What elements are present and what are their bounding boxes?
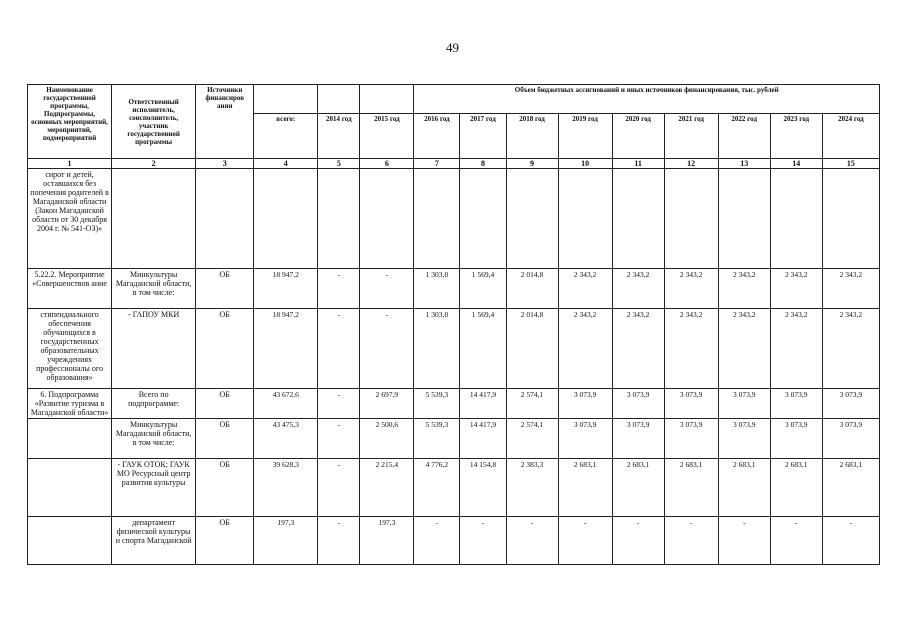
row-value-cell: 2 683,1	[770, 459, 822, 517]
row-value-cell: 2 683,1	[612, 459, 664, 517]
row-value-cell: -	[318, 419, 360, 459]
row-value-cell: -	[558, 517, 612, 565]
table-row	[28, 389, 880, 419]
row-value-cell	[414, 169, 460, 269]
row-name-cell	[28, 419, 112, 459]
row-source-cell: ОБ	[196, 517, 254, 565]
row-value-cell: -	[318, 517, 360, 565]
row-value-cell: -	[360, 269, 414, 309]
row-value-cell	[254, 169, 318, 269]
row-value-cell: 2 014,8	[506, 309, 558, 389]
row-value-cell: 2 683,1	[558, 459, 612, 517]
row-value-cell: 2 697,9	[360, 389, 414, 419]
row-value-cell	[664, 169, 718, 269]
row-value-cell: -	[770, 517, 822, 565]
row-value-cell: -	[506, 517, 558, 565]
row-value-cell: 2 343,2	[718, 309, 770, 389]
row-value-cell: 3 073,9	[612, 419, 664, 459]
row-value-cell	[460, 169, 506, 269]
row-value-cell: -	[360, 309, 414, 389]
column-number: 15	[822, 159, 879, 169]
row-executor-cell: - ГАУК ОТОК; ГАУК МО Ресурсный центр развития культуры	[112, 459, 196, 517]
row-value-cell: 3 073,9	[822, 389, 879, 419]
header-year: 2018 год	[506, 114, 558, 159]
row-value-cell: -	[318, 309, 360, 389]
row-value-cell: 1 569,4	[460, 269, 506, 309]
row-value-cell	[822, 169, 879, 269]
row-value-cell: 14 417,9	[460, 419, 506, 459]
row-value-cell: -	[460, 517, 506, 565]
row-value-cell: 3 073,9	[664, 419, 718, 459]
row-executor-cell: Минкультуры Магаданской области, в том числе:	[112, 419, 196, 459]
row-executor-cell: Всего по подпрограмме:	[112, 389, 196, 419]
header-year: 2021 год	[664, 114, 718, 159]
row-value-cell: 2 683,1	[718, 459, 770, 517]
row-value-cell: -	[664, 517, 718, 565]
header-sources: Источники финансиров ания	[196, 85, 254, 159]
column-number: 8	[460, 159, 506, 169]
table-row	[28, 459, 880, 517]
header-year: 2023 год	[770, 114, 822, 159]
header-year: 2019 год	[558, 114, 612, 159]
column-number: 6	[360, 159, 414, 169]
row-executor-cell: департамент физической культуры и спорта Магаданской	[112, 517, 196, 565]
row-value-cell: 5 539,3	[414, 419, 460, 459]
row-value-cell: -	[612, 517, 664, 565]
row-source-cell	[196, 169, 254, 269]
row-value-cell	[318, 169, 360, 269]
budget-table	[27, 84, 880, 565]
column-number: 7	[414, 159, 460, 169]
row-value-cell: 2 343,2	[612, 309, 664, 389]
row-value-cell: 2 683,1	[664, 459, 718, 517]
row-value-cell: 3 073,9	[664, 389, 718, 419]
row-value-cell: 39 628,3	[254, 459, 318, 517]
row-value-cell: 3 073,9	[770, 419, 822, 459]
column-number: 5	[318, 159, 360, 169]
row-value-cell: -	[414, 517, 460, 565]
row-name-cell	[28, 459, 112, 517]
row-value-cell: 3 073,9	[822, 419, 879, 459]
column-number: 10	[558, 159, 612, 169]
table-row	[28, 169, 880, 269]
row-value-cell: 197,3	[254, 517, 318, 565]
row-source-cell: ОБ	[196, 419, 254, 459]
row-value-cell	[612, 169, 664, 269]
header-blank-6	[360, 85, 414, 114]
row-value-cell: 2 343,2	[822, 269, 879, 309]
row-value-cell: 2 343,2	[558, 269, 612, 309]
row-value-cell: -	[822, 517, 879, 565]
row-value-cell: 3 073,9	[612, 389, 664, 419]
row-value-cell: 2 683,1	[822, 459, 879, 517]
row-value-cell: 3 073,9	[558, 419, 612, 459]
column-number: 3	[196, 159, 254, 169]
row-name-cell	[28, 517, 112, 565]
page-number: 49	[446, 40, 459, 55]
column-number: 1	[28, 159, 112, 169]
row-value-cell	[506, 169, 558, 269]
header-year: 2015 год	[360, 114, 414, 159]
column-number: 13	[718, 159, 770, 169]
column-number: 4	[254, 159, 318, 169]
row-value-cell: -	[318, 269, 360, 309]
row-value-cell: 43 475,3	[254, 419, 318, 459]
row-value-cell: 2 500,6	[360, 419, 414, 459]
row-source-cell: ОБ	[196, 269, 254, 309]
header-year: 2016 год	[414, 114, 460, 159]
header-total: всего:	[254, 114, 318, 159]
row-value-cell: 1 303,8	[414, 269, 460, 309]
row-value-cell: -	[318, 389, 360, 419]
table-row	[28, 419, 880, 459]
row-value-cell: 3 073,9	[558, 389, 612, 419]
table-body	[28, 169, 880, 565]
header-name: Наименование государственной программы, Подпрограммы, основных мероприятий, мероприятий, подмероприятий	[28, 85, 112, 159]
row-value-cell: 5 539,3	[414, 389, 460, 419]
row-source-cell: ОБ	[196, 389, 254, 419]
row-value-cell: 43 672,6	[254, 389, 318, 419]
row-value-cell: 2 574,1	[506, 389, 558, 419]
header-year: 2014 год	[318, 114, 360, 159]
row-value-cell: 2 343,2	[770, 269, 822, 309]
row-value-cell: 3 073,9	[718, 419, 770, 459]
row-value-cell: 197,3	[360, 517, 414, 565]
table-row	[28, 517, 880, 565]
row-value-cell: 1 569,4	[460, 309, 506, 389]
row-value-cell: 2 343,2	[822, 309, 879, 389]
row-value-cell: 2 343,2	[718, 269, 770, 309]
row-value-cell	[558, 169, 612, 269]
row-value-cell: 18 947,2	[254, 269, 318, 309]
row-value-cell: 18 947,2	[254, 309, 318, 389]
row-executor-cell	[112, 169, 196, 269]
column-number: 2	[112, 159, 196, 169]
header-year: 2022 год	[718, 114, 770, 159]
row-name-cell: 5.22.2. Мероприятие «Совершенствов ание	[28, 269, 112, 309]
row-value-cell: 2 343,2	[558, 309, 612, 389]
header-year: 2017 год	[460, 114, 506, 159]
row-value-cell: 1 303,8	[414, 309, 460, 389]
row-source-cell: ОБ	[196, 309, 254, 389]
column-number: 14	[770, 159, 822, 169]
header-year: 2024 год	[822, 114, 879, 159]
header-blank-5	[318, 85, 360, 114]
row-value-cell: 14 154,8	[460, 459, 506, 517]
header-blank-4	[254, 85, 318, 114]
row-value-cell	[770, 169, 822, 269]
row-value-cell: 3 073,9	[718, 389, 770, 419]
column-number: 11	[612, 159, 664, 169]
table-row	[28, 269, 880, 309]
row-name-cell: сирот и детей, оставшихся без попечения родителей в Магаданской области (Закон Магаданской области от 30 декабря 2004 г. № 541-ОЗ)»	[28, 169, 112, 269]
row-source-cell: ОБ	[196, 459, 254, 517]
header-executor: Ответственный исполнитель, соисполнитель, участник государственной программы	[112, 85, 196, 159]
row-value-cell: 2 383,3	[506, 459, 558, 517]
row-value-cell: 2 343,2	[770, 309, 822, 389]
row-value-cell	[718, 169, 770, 269]
row-value-cell: 2 343,2	[612, 269, 664, 309]
row-value-cell: -	[318, 459, 360, 517]
header-volume: Объем бюджетных ассигнований и иных источников финансирования, тыс. рублей	[414, 85, 880, 114]
column-number: 12	[664, 159, 718, 169]
column-number: 9	[506, 159, 558, 169]
row-executor-cell: Минкультуры Магаданской области, в том числе:	[112, 269, 196, 309]
row-value-cell: 14 417,9	[460, 389, 506, 419]
row-value-cell: 2 343,2	[664, 309, 718, 389]
row-name-cell: стипендиального обеспечения обучающихся в государственных образовательных учреждениях профессионалы ого образования»	[28, 309, 112, 389]
row-value-cell: 2 014,8	[506, 269, 558, 309]
row-name-cell: 6. Подпрограмма «Развитие туризма в Магаданской области»	[28, 389, 112, 419]
row-value-cell: 2 574,1	[506, 419, 558, 459]
column-number-row	[28, 159, 880, 169]
row-value-cell: 2 215,4	[360, 459, 414, 517]
row-value-cell: -	[718, 517, 770, 565]
table-row	[28, 309, 880, 389]
row-value-cell: 2 343,2	[664, 269, 718, 309]
row-value-cell: 3 073,9	[770, 389, 822, 419]
row-executor-cell: - ГАПОУ МКИ	[112, 309, 196, 389]
row-value-cell: 4 776,2	[414, 459, 460, 517]
row-value-cell	[360, 169, 414, 269]
header-year: 2020 год	[612, 114, 664, 159]
